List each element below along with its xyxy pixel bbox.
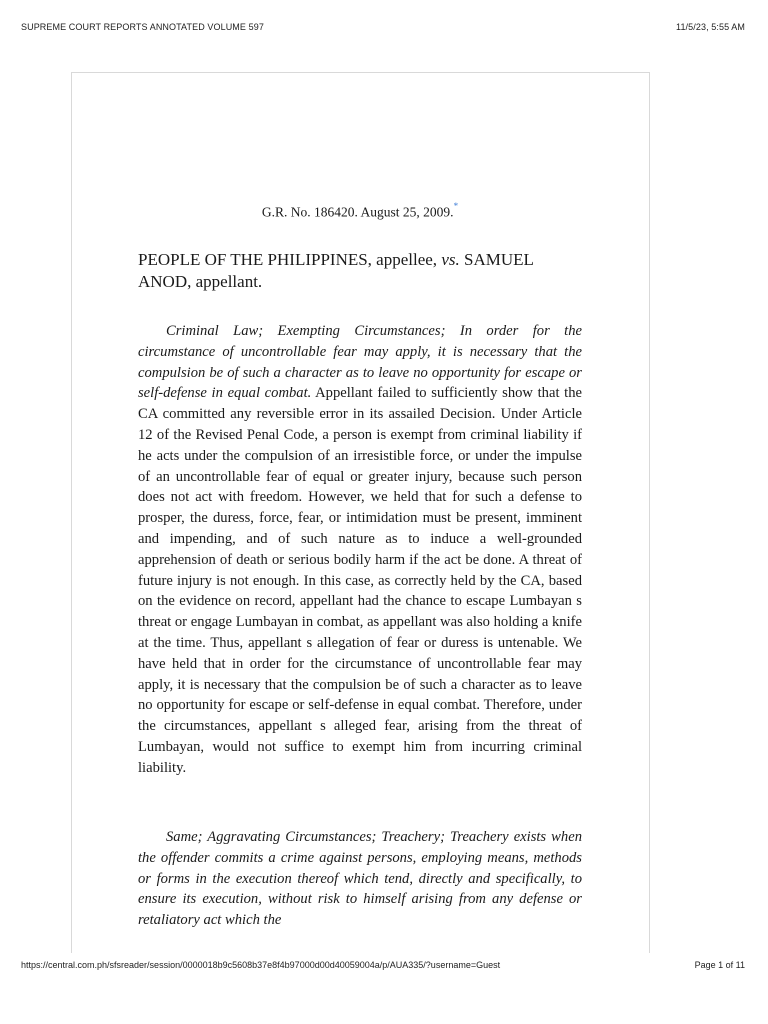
footer-page-number: Page 1 of 11 (694, 960, 745, 970)
document-page (71, 72, 650, 953)
browser-header-title: SUPREME COURT REPORTS ANNOTATED VOLUME 597 (21, 22, 264, 32)
case-number-text: G.R. No. 186420. August 25, 2009. (261, 204, 454, 220)
case-number (138, 203, 582, 221)
case-title-vs: vs. (441, 250, 460, 269)
syllabus-1-headnote: Criminal Law; Exempting Circumstances; In order for the circumstance of uncontrollable fear may apply, it is necessary that the compulsion be of such a character as to leave no opportunity for escape or self-defense in equal combat. (138, 323, 582, 402)
browser-header-datetime: 11/5/23, 5:55 AM (676, 22, 745, 32)
syllabus-paragraph-1 (138, 321, 582, 779)
case-title (138, 249, 582, 293)
syllabus-paragraph-2 (138, 827, 582, 931)
case-title-part2: SAMUEL ANOD, appellant. (138, 250, 534, 291)
syllabus-1-body: Appellant failed to sufficiently show that the CA committed any reversible error in its assailed Decision. Under Article 12 of the Revised Penal Code, a person is exempt from criminal liability if he acts under the compulsion of an irresistible force, or under the impulse of an uncontrollable fear of equal or greater injury, because such person does not act with freedom. However, we held that for such a defense to prosper, the duress, force, fear, or intimidation must be present, imminent and impending, and of such nature as to induce a well-grounded apprehension of death or serious bodily harm if the act be done. A threat of future injury is not enough. In this case, as correctly held by the CA, based on the evidence on record, appellant had the chance to escape Lumbayan s threat or engage Lumbayan in combat, as appellant was also holding a knife at the time. Thus, appellant s allegation of fear or duress is untenable. We have held that in order for the circumstance of uncontrollable fear may apply, it is necessary that the compulsion be of such a character as to leave no opportunity for escape or self-defense in equal combat. Therefore, under the circumstances, appellant s alleged fear, arising from the threat of Lumbayan, would not suffice to exempt him from incurring criminal liability. (138, 385, 583, 776)
footnote-link[interactable]: * (453, 201, 459, 211)
footer-url: https://central.com.ph/sfsreader/session/0000018b9c5608b37e8f4b97000d00d40059004a/p/AUA335/?username=Guest (21, 960, 501, 970)
case-title-part1: PEOPLE OF THE PHILIPPINES, appellee, (138, 250, 442, 269)
syllabus-2-headnote: Same; Aggravating Circumstances; Treachery; Treachery exists when the offender commits a crime against persons, employing means, methods or forms in the execution thereof which tend, directly and specifically, to ensure its execution, without risk to himself arising from any defense or retaliatory act which the (138, 829, 582, 929)
